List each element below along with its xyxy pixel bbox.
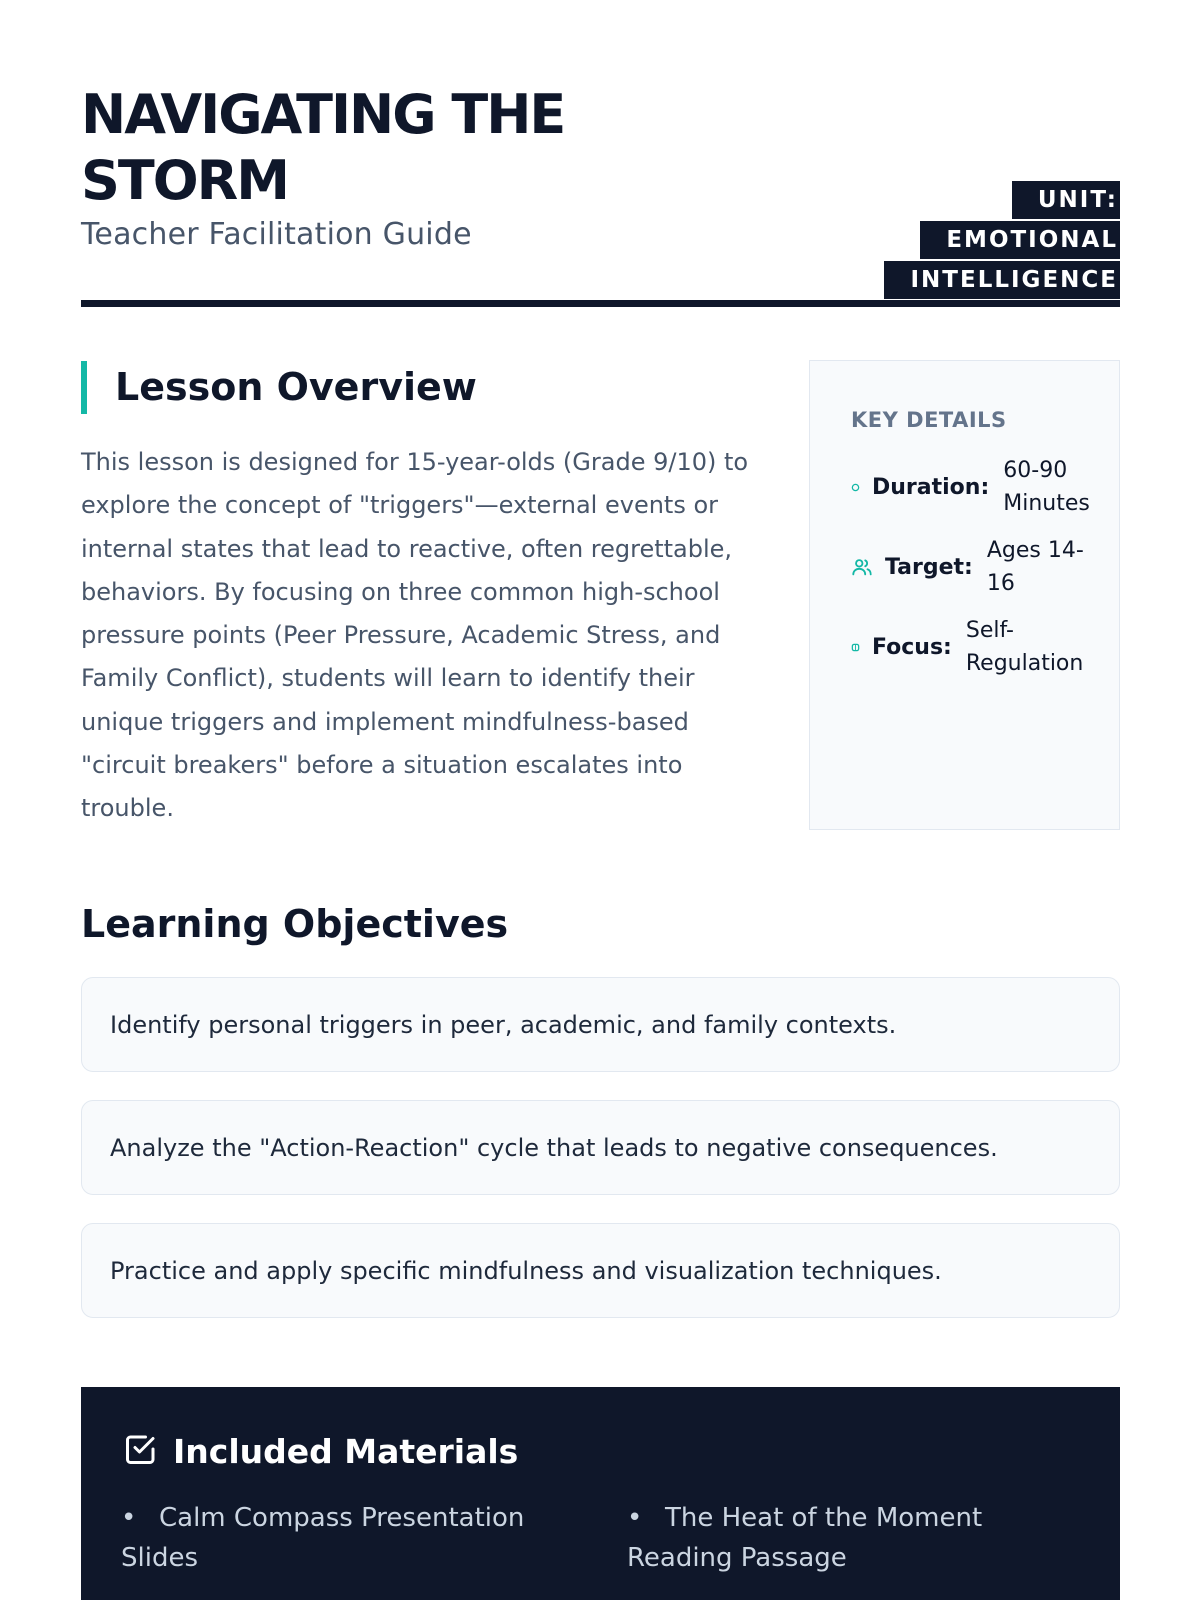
clock-icon — [851, 483, 860, 492]
detail-target — [851, 534, 1087, 600]
users-icon — [851, 556, 873, 578]
checkbox-icon — [123, 1431, 159, 1472]
bullet-icon: • — [121, 1503, 137, 1533]
detail-label: Focus: — [872, 634, 952, 660]
unit-badge-label: UNIT: EMOTIONAL INTELLIGENCE — [884, 181, 1120, 299]
detail-duration — [851, 454, 1099, 520]
overview-accent-bar — [81, 361, 87, 414]
objective-item: Practice and apply specific mindfulness and visualization techniques. — [81, 1223, 1120, 1318]
material-label: Calm Compass Presentation Slides — [121, 1503, 525, 1573]
key-details-heading: KEY DETAILS — [851, 408, 1007, 432]
page-title: NAVIGATING THE STORM — [81, 83, 565, 212]
detail-value: Self-Regulation — [965, 618, 1084, 676]
page-subtitle: Teacher Facilitation Guide — [81, 217, 472, 252]
bullet-icon: • — [627, 1503, 643, 1533]
detail-value: Ages 14-16 — [986, 538, 1084, 596]
detail-value: 60-90 Minutes — [1003, 458, 1090, 516]
unit-badge — [842, 180, 1120, 300]
material-item — [121, 1498, 541, 1578]
objective-item: Identify personal triggers in peer, academic, and family contexts. — [81, 977, 1120, 1072]
objectives-heading: Learning Objectives — [81, 902, 509, 946]
objective-item: Analyze the "Action-Reaction" cycle that leads to negative consequences. — [81, 1100, 1120, 1195]
overview-heading: Lesson Overview — [115, 365, 477, 409]
detail-label: Duration: — [872, 474, 990, 500]
materials-panel — [81, 1387, 1120, 1600]
header-divider — [81, 300, 1120, 307]
detail-focus — [851, 614, 1086, 680]
materials-header — [123, 1431, 518, 1472]
material-item — [627, 1498, 1007, 1578]
brain-icon — [851, 643, 860, 652]
materials-heading: Included Materials — [173, 1432, 519, 1471]
material-label: The Heat of the Moment Reading Passage — [627, 1503, 983, 1573]
detail-label: Target: — [885, 554, 973, 580]
key-details-card — [809, 360, 1120, 830]
overview-text: This lesson is designed for 15-year-olds (Grade 9/10) to explore the concept of "triggers"—external events or internal states that lead to reactive, often regrettable, behaviors. By focusing on three common high-school pressure points (Peer Pressure, Academic Stress, and Family Conflict), students will learn to identify their unique triggers and implement mindfulness-based "circuit breakers" before a situation escalates into trouble. — [81, 448, 749, 823]
lesson-guide-page — [81, 0, 1120, 1600]
